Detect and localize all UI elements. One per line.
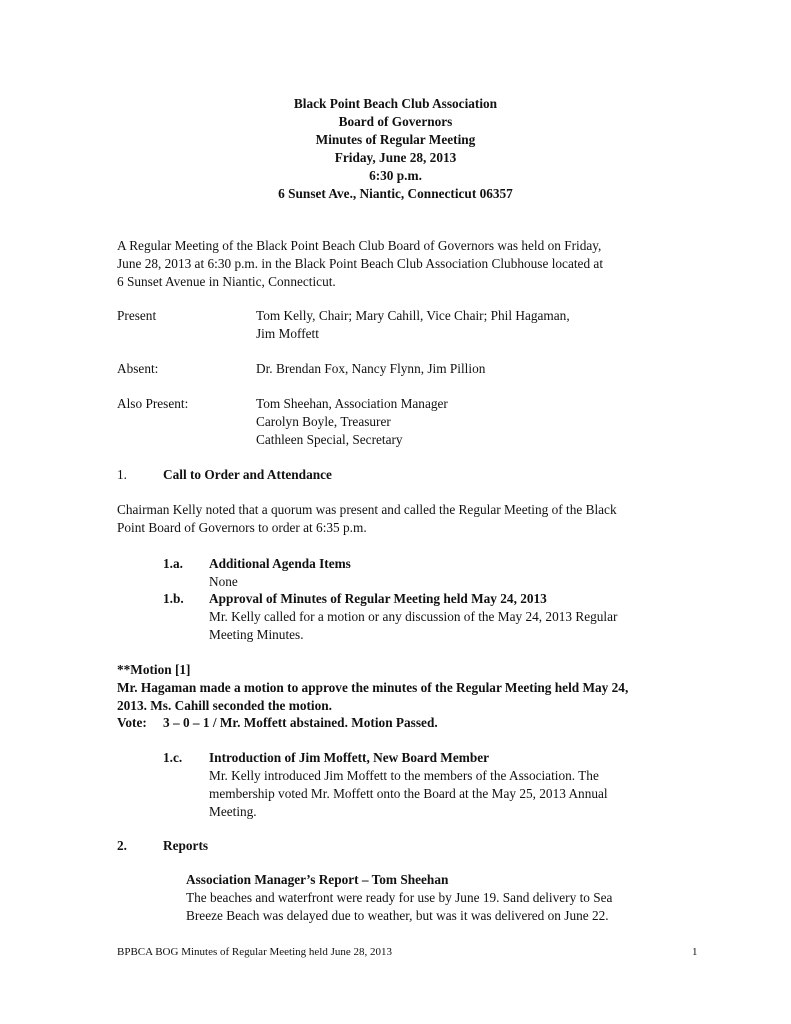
meeting-address: 6 Sunset Ave., Niantic, Connecticut 06357 — [278, 186, 513, 201]
motion-line-2: 2013. Ms. Cahill seconded the motion. — [117, 698, 332, 713]
intro-line-3: 6 Sunset Avenue in Niantic, Connecticut. — [117, 274, 336, 289]
section-2-number: 2. — [117, 838, 127, 853]
section-1-body-line-1: Chairman Kelly noted that a quorum was present and called the Regular Meeting of the Black — [117, 502, 617, 517]
manager-report-title: Association Manager’s Report – Tom Sheehan — [186, 872, 449, 887]
vote-label: Vote: — [117, 715, 147, 730]
item-1c-body-line-1: Mr. Kelly introduced Jim Moffett to the members of the Association. The — [209, 768, 599, 783]
meeting-time: 6:30 p.m. — [369, 168, 422, 183]
section-1-number: 1. — [117, 467, 127, 482]
manager-report-body-line-2: Breeze Beach was delayed due to weather, but was it was delivered on June 22. — [186, 908, 609, 923]
item-1b-body-line-1: Mr. Kelly called for a motion or any discussion of the May 24, 2013 Regular — [209, 609, 618, 624]
also-present-line-3: Cathleen Special, Secretary — [256, 432, 403, 447]
vote-result: 3 – 0 – 1 / Mr. Moffett abstained. Motion Passed. — [163, 715, 438, 730]
item-1a-title: Additional Agenda Items — [209, 556, 351, 571]
motion-line-1: Mr. Hagaman made a motion to approve the minutes of the Regular Meeting held May 24, — [117, 680, 629, 695]
present-names-line-1: Tom Kelly, Chair; Mary Cahill, Vice Chair; Phil Hagaman, — [256, 308, 570, 323]
motion-heading: **Motion [1] — [117, 662, 191, 677]
absent-names: Dr. Brendan Fox, Nancy Flynn, Jim Pillion — [256, 361, 486, 376]
manager-report-body-line-1: The beaches and waterfront were ready for use by June 19. Sand delivery to Sea — [186, 890, 613, 905]
meeting-date: Friday, June 28, 2013 — [334, 150, 457, 165]
item-1a-number: 1.a. — [163, 556, 183, 571]
present-names-line-2: Jim Moffett — [256, 326, 319, 341]
item-1c-title: Introduction of Jim Moffett, New Board Member — [209, 750, 490, 765]
section-2-title: Reports — [163, 838, 209, 853]
also-present-label: Also Present: — [117, 396, 189, 411]
item-1b-number: 1.b. — [163, 591, 184, 606]
item-1b-title: Approval of Minutes of Regular Meeting held May 24, 2013 — [209, 591, 547, 606]
intro-line-1: A Regular Meeting of the Black Point Beach Club Board of Governors was held on Friday, — [117, 238, 602, 253]
organization-title: Black Point Beach Club Association — [293, 96, 498, 111]
board-title: Board of Governors — [338, 114, 453, 129]
page-number: 1 — [692, 946, 698, 958]
section-1-body-line-2: Point Board of Governors to order at 6:35 p.m. — [117, 520, 367, 535]
absent-label: Absent: — [117, 361, 159, 376]
item-1c-body-line-2: membership voted Mr. Moffett onto the Board at the May 25, 2013 Annual — [209, 786, 608, 801]
section-1-title: Call to Order and Attendance — [163, 467, 332, 482]
footer-text: BPBCA BOG Minutes of Regular Meeting held June 28, 2013 — [117, 946, 392, 958]
item-1c-body-line-3: Meeting. — [209, 804, 257, 819]
item-1a-body: None — [209, 574, 238, 589]
document-title: Minutes of Regular Meeting — [315, 132, 476, 147]
item-1b-body-line-2: Meeting Minutes. — [209, 627, 304, 642]
intro-line-2: June 28, 2013 at 6:30 p.m. in the Black Point Beach Club Association Clubhouse located at — [117, 256, 604, 271]
present-label: Present — [117, 308, 157, 323]
item-1c-number: 1.c. — [163, 750, 183, 765]
also-present-line-2: Carolyn Boyle, Treasurer — [256, 414, 391, 429]
also-present-line-1: Tom Sheehan, Association Manager — [256, 396, 448, 411]
